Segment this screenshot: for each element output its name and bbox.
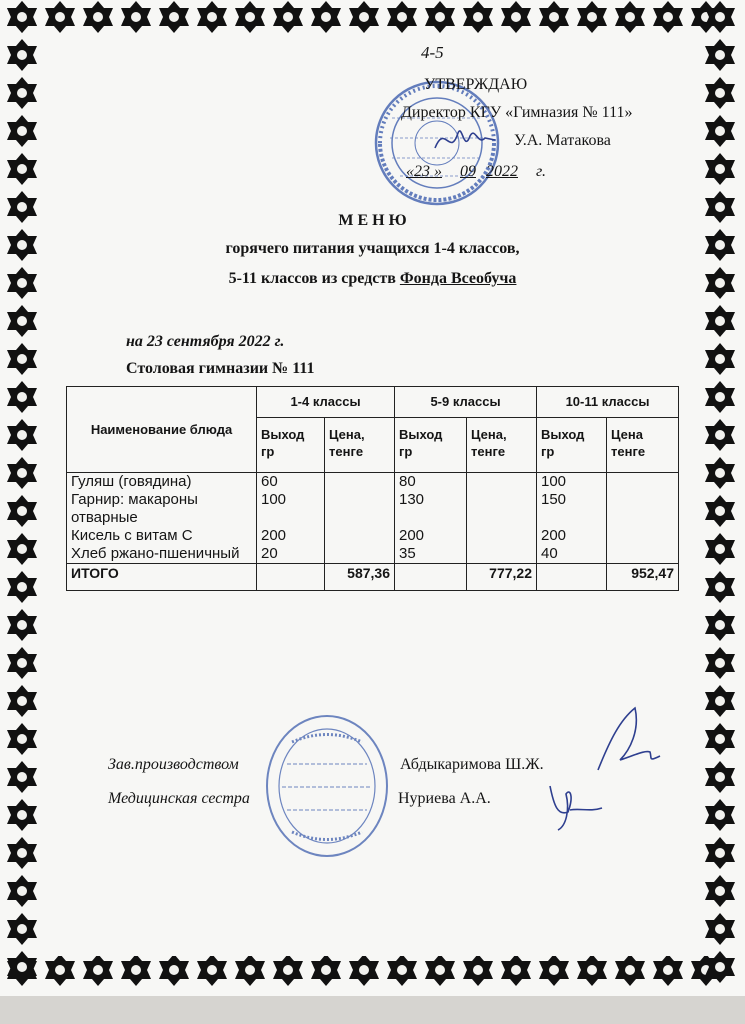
weight-10-11: 40 (537, 545, 607, 564)
subheader-weight-1: Выход гр (257, 418, 325, 473)
group-header-1-4: 1-4 классы (257, 387, 395, 418)
director-signature (430, 118, 500, 163)
dish-name: Гуляш (говядина) (67, 473, 257, 492)
approval-day: «23 » (406, 163, 442, 180)
weight-10-11: 200 (537, 527, 607, 545)
canteen-name: Столовая гимназии № 111 (126, 360, 315, 377)
weight-1-4: 60 (257, 473, 325, 492)
decorative-border-top (0, 0, 745, 40)
approval-name: У.А. Матакова (514, 132, 611, 149)
subtitle-prefix: 5-11 классов из средств (228, 270, 396, 287)
approval-date (406, 163, 546, 181)
fund-name: Фонда Всеобуча (399, 270, 517, 287)
signature-role-2: Медицинская сестра (108, 790, 250, 807)
total-1-4: 587,36 (325, 564, 395, 591)
signature-scribble-1 (590, 700, 670, 780)
signature-role-1: Зав.производством (108, 756, 239, 773)
weight-5-9: 35 (395, 545, 467, 564)
page-number: 4-5 (421, 43, 444, 62)
weight-5-9: 130 (395, 491, 467, 527)
signature-name-1: Абдыкаримова Ш.Ж. (400, 756, 544, 773)
dish-name: Хлеб ржано-пшеничный (67, 545, 257, 564)
signature-name-2: Нуриева А.А. (398, 790, 491, 807)
signature-scribble-2 (540, 776, 610, 836)
approval-year: 2022 (486, 163, 518, 180)
total-row (67, 564, 679, 591)
group-header-5-9: 5-9 классы (395, 387, 537, 418)
weight-1-4: 200 (257, 527, 325, 545)
decorative-border-bottom (0, 956, 745, 1024)
table-row (67, 473, 679, 492)
dish-header: Наименование блюда (67, 387, 257, 473)
menu-subtitle-line2 (0, 270, 745, 288)
weight-1-4: 20 (257, 545, 325, 564)
table-header-row (67, 387, 679, 418)
group-header-10-11: 10-11 классы (537, 387, 679, 418)
menu-date: на 23 сентября 2022 г. (126, 333, 285, 350)
subheader-price-3: Цена тенге (607, 418, 679, 473)
dish-name: Кисель с витам С (67, 527, 257, 545)
weight-1-4: 100 (257, 491, 325, 527)
subheader-weight-2: Выход гр (395, 418, 467, 473)
weight-5-9: 80 (395, 473, 467, 492)
table-row (67, 545, 679, 564)
subheader-price-1: Цена, тенге (325, 418, 395, 473)
subheader-price-2: Цена, тенге (467, 418, 537, 473)
approval-position: Директор КГУ «Гимназия № 111» (401, 104, 633, 121)
menu-table (66, 386, 679, 591)
decorative-border-right (682, 0, 745, 1024)
total-label: ИТОГО (67, 564, 257, 591)
approval-month: 09 (460, 163, 476, 180)
weight-10-11: 150 (537, 491, 607, 527)
subheader-weight-3: Выход гр (537, 418, 607, 473)
weight-10-11: 100 (537, 473, 607, 492)
weight-5-9: 200 (395, 527, 467, 545)
table-row (67, 527, 679, 545)
decorative-border-left (0, 0, 62, 1024)
approval-year-suffix: г. (536, 163, 547, 180)
oval-stamp (262, 712, 392, 860)
total-10-11: 952,47 (607, 564, 679, 591)
menu-subtitle-line1: горячего питания учащихся 1-4 классов, (225, 240, 520, 257)
table-row (67, 491, 679, 527)
dish-name: Гарнир: макароны отварные (67, 491, 257, 527)
total-5-9: 777,22 (467, 564, 537, 591)
menu-title: М Е Н Ю (338, 212, 407, 229)
approval-heading: УТВЕРЖДАЮ (424, 76, 528, 93)
